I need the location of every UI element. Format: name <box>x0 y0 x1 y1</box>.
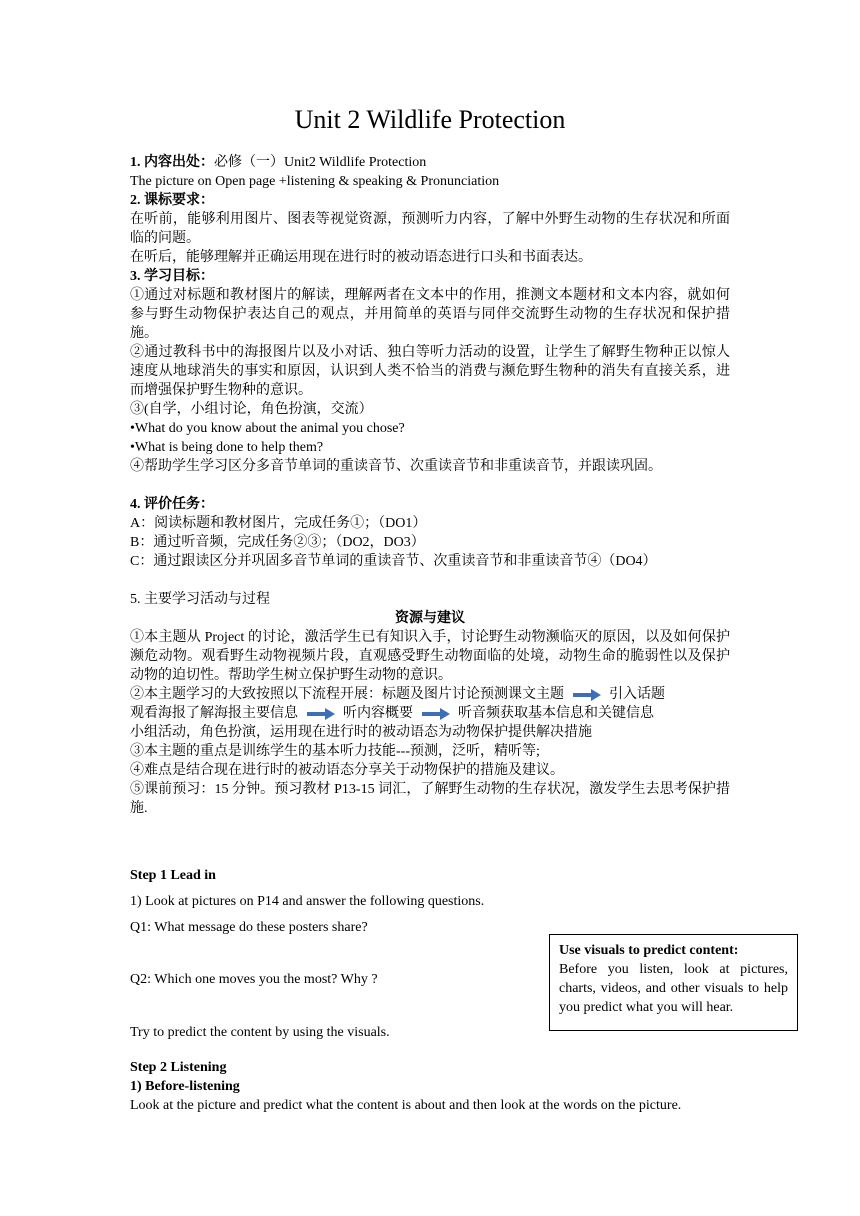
right-arrow-icon <box>306 707 336 721</box>
section-5-subheading: 资源与建议 <box>395 611 465 626</box>
section-1-heading: 1. 内容出处： <box>130 155 214 170</box>
step-1-heading: Step 1 Lead in <box>130 868 216 883</box>
spacer <box>130 571 730 590</box>
page-title: Unit 2 Wildlife Protection <box>294 105 566 134</box>
section-1-line-2: The picture on Open page +listening & speaking & Pronunciation <box>130 174 500 189</box>
step-1-instruction-wrap <box>130 892 730 911</box>
section-5-resource-5: ⑤课前预习：15 分钟。预习教材 P13-15 词汇，了解野生动物的生存状况，激发学生去思考保护措施. <box>130 782 730 816</box>
section-3-question-1: •What do you know about the animal you chose? <box>130 421 405 436</box>
section-1-source: 必修（一）Unit2 Wildlife Protection <box>214 155 427 170</box>
section-5-resource-3: ③本主题的重点是训练学生的基本听力技能---预测，泛听，精听等; <box>130 744 540 759</box>
section-5-resource-2-line-2 <box>130 704 730 723</box>
step-2-section <box>130 1058 730 1115</box>
section-5-resource-2-line-3: 小组活动，角色扮演，运用现在进行时的被动语态为动物保护提供解决措施 <box>130 725 592 740</box>
section-3-goal-4: ④帮助学生学习区分多音节单词的重读音节、次重读音节和非重读音节，并跟读巩固。 <box>130 459 662 474</box>
step-1-instruction: 1) Look at pictures on P14 and answer the following questions. <box>130 894 485 909</box>
section-2-paragraph-1: 在听前，能够利用图片、图表等视觉资源，预测听力内容，了解中外野生动物的生存状况和所面临的问题。 <box>130 212 730 246</box>
step-2-subheading: 1) Before-listening <box>130 1079 240 1094</box>
section-2-heading: 2. 课标要求： <box>130 193 214 208</box>
tip-body: Before you listen, look at pictures, charts, videos, and other visuals to help you predict what you will hear. <box>559 962 788 1015</box>
section-4-heading: 4. 评价任务： <box>130 497 214 512</box>
section-3-goal-3: ③(自学，小组讨论，角色扮演，交流） <box>130 402 373 417</box>
flow-step-5: 听音频获取基本信息和关键信息 <box>458 706 654 721</box>
right-arrow-icon <box>421 707 451 721</box>
step-1-question-1: Q1: What message do these posters share? <box>130 920 368 935</box>
right-arrow-icon <box>572 688 602 702</box>
step-2-heading: Step 2 Listening <box>130 1060 227 1075</box>
section-3-goal-1: ①通过对标题和教材图片的解读，理解两者在文本中的作用，推测文本题材和文本内容，就如何参与野生动物保护表达自己的观点，并用简单的英语与同伴交流野生动物的生存状况和保护措施。 <box>130 288 730 341</box>
section-3-question-2: •What is being done to help them? <box>130 440 324 455</box>
section-5-resource-2-line-1 <box>130 685 730 704</box>
step-1-question-2: Q2: Which one moves you the most? Why ? <box>130 972 378 987</box>
flow-step-4: 听内容概要 <box>343 706 413 721</box>
step-1-section <box>130 866 730 885</box>
step-1-predict: Try to predict the content by using the visuals. <box>130 1025 390 1040</box>
section-5-heading: 5. 主要学习活动与过程 <box>130 592 270 607</box>
section-3-goal-2: ②通过教科书中的海报图片以及小对话、独白等听力活动的设置，让学生了解野生物种正以惊人速度从地球消失的事实和原因，认识到人类不恰当的消费与濒危野生物种的消失有直接关系，进而增强保护野生物种的意识。 <box>130 345 730 398</box>
spacer <box>130 476 730 495</box>
tip-box <box>549 934 798 1031</box>
section-5-resource-4: ④难点是结合现在进行时的被动语态分享关于动物保护的措施及建议。 <box>130 763 564 778</box>
flow-step-1: ②本主题学习的大致按照以下流程开展：标题及图片讨论预测课文主题 <box>130 687 564 702</box>
section-5-resource-1: ①本主题从 Project 的讨论，激活学生已有知识入手，讨论野生动物濒临灭的原因，以及如何保护濒危动物。观看野生动物视频片段，直观感受野生动物面临的处境，动物生命的脆弱性以及保护动物的迫切性。帮助学生树立保护野生动物的意识。 <box>130 630 730 683</box>
step-2-text: Look at the picture and predict what the content is about and then look at the words on the picture. <box>130 1098 682 1113</box>
tip-heading: Use visuals to predict content: <box>559 943 739 958</box>
section-4-task-a: A：阅读标题和教材图片，完成任务①；（DO1） <box>130 516 427 531</box>
section-1-line <box>130 153 730 172</box>
flow-step-3: 观看海报了解海报主要信息 <box>130 706 298 721</box>
section-4-task-c: C：通过跟读区分并巩固多音节单词的重读音节、次重读音节和非重读音节④（DO4） <box>130 554 657 569</box>
section-content-source <box>130 153 730 818</box>
section-2-paragraph-2: 在听后，能够理解并正确运用现在进行时的被动语态进行口头和书面表达。 <box>130 250 592 265</box>
section-3-heading: 3. 学习目标： <box>130 269 214 284</box>
flow-step-2: 引入话题 <box>609 687 665 702</box>
section-4-task-b: B：通过听音频，完成任务②③；（DO2，DO3） <box>130 535 425 550</box>
